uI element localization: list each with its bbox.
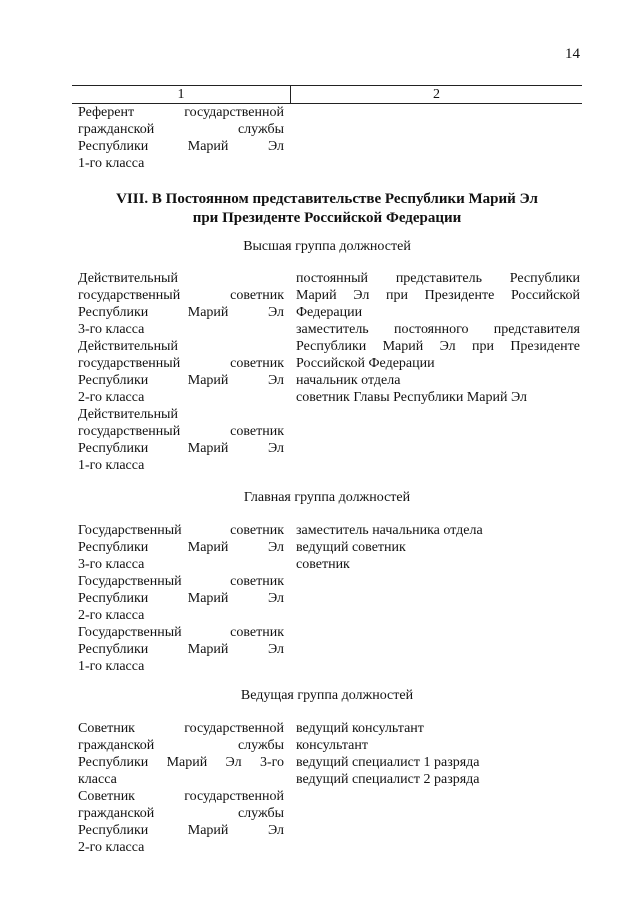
text-line: Республики Марий Эл: [78, 642, 284, 657]
section-title-line: при Президенте Российской Федерации: [192, 210, 462, 226]
text-line: гражданской службы: [78, 806, 284, 821]
text-line: государственный советник: [78, 356, 284, 371]
text-line: Государственный советник: [78, 574, 284, 589]
text-line: Российской Федерации: [296, 356, 435, 371]
text-line: Республики Марий Эл: [78, 441, 284, 456]
group-left-column: [78, 720, 284, 856]
text-line: 1-го класса: [78, 156, 145, 171]
text-line: 1-го класса: [78, 458, 145, 473]
text-line: Федерации: [296, 305, 363, 320]
text-line: класса: [78, 772, 117, 787]
group-right-column: [296, 720, 580, 788]
text-line: 2-го класса: [78, 608, 145, 623]
text-line: гражданской службы: [78, 122, 284, 137]
text-line: 2-го класса: [78, 390, 145, 405]
group-left-column: [78, 270, 284, 474]
column-header-1: 1: [72, 86, 291, 103]
text-line: ведущий советник: [296, 540, 406, 555]
page-number: 14: [565, 46, 580, 62]
text-line: Советник государственной: [78, 721, 284, 736]
text-line: гражданской службы: [78, 738, 284, 753]
text-line: 3-го класса: [78, 557, 145, 572]
group-title: Главная группа должностей: [243, 490, 411, 505]
text-line: Референт государственной: [78, 105, 284, 120]
text-line: советник: [296, 557, 350, 572]
text-line: начальник отдела: [296, 373, 401, 388]
text-line: Республики Марий Эл: [78, 305, 284, 320]
text-line: Республики Марий Эл: [78, 540, 284, 555]
text-line: Республики Марий Эл: [78, 139, 284, 154]
column-header-2: 2: [433, 87, 440, 102]
text-line: Действительный: [78, 339, 178, 354]
group-left-column: [78, 522, 284, 675]
text-line: ведущий специалист 1 разряда: [296, 755, 480, 770]
text-line: 2-го класса: [78, 840, 145, 855]
text-line: постоянный представитель Республики: [296, 271, 580, 286]
text-line: Советник государственной: [78, 789, 284, 804]
text-line: Марий Эл при Президенте Российской: [296, 288, 580, 303]
text-line: консультант: [296, 738, 368, 753]
text-line: Республики Марий Эл при Президенте: [296, 339, 580, 354]
text-line: ведущий специалист 2 разряда: [296, 772, 480, 787]
text-line: 1-го класса: [78, 659, 145, 674]
text-line: Республики Марий Эл 3-го: [78, 755, 284, 770]
group-right-column: [296, 270, 580, 406]
group-right-column: [296, 522, 580, 573]
group-title: Ведущая группа должностей: [240, 688, 414, 703]
text-line: Действительный: [78, 407, 178, 422]
text-line: 3-го класса: [78, 322, 145, 337]
text-line: Республики Марий Эл: [78, 373, 284, 388]
group-title: Высшая группа должностей: [243, 239, 411, 254]
text-line: заместитель начальника отдела: [296, 523, 483, 538]
column-header-row: [72, 85, 582, 104]
text-line: Действительный: [78, 271, 178, 286]
text-line: Государственный советник: [78, 625, 284, 640]
text-line: Республики Марий Эл: [78, 591, 284, 606]
text-line: советник Главы Республики Марий Эл: [296, 390, 528, 405]
text-line: государственный советник: [78, 288, 284, 303]
text-line: государственный советник: [78, 424, 284, 439]
text-line: заместитель постоянного представителя: [296, 322, 580, 337]
section-title: [72, 190, 582, 228]
top-left-cell: [78, 104, 284, 172]
section-title-line: VIII. В Постоянном представительстве Республики Марий Эл: [116, 191, 538, 207]
text-line: Республики Марий Эл: [78, 823, 284, 838]
text-line: ведущий консультант: [296, 721, 424, 736]
text-line: Государственный советник: [78, 523, 284, 538]
